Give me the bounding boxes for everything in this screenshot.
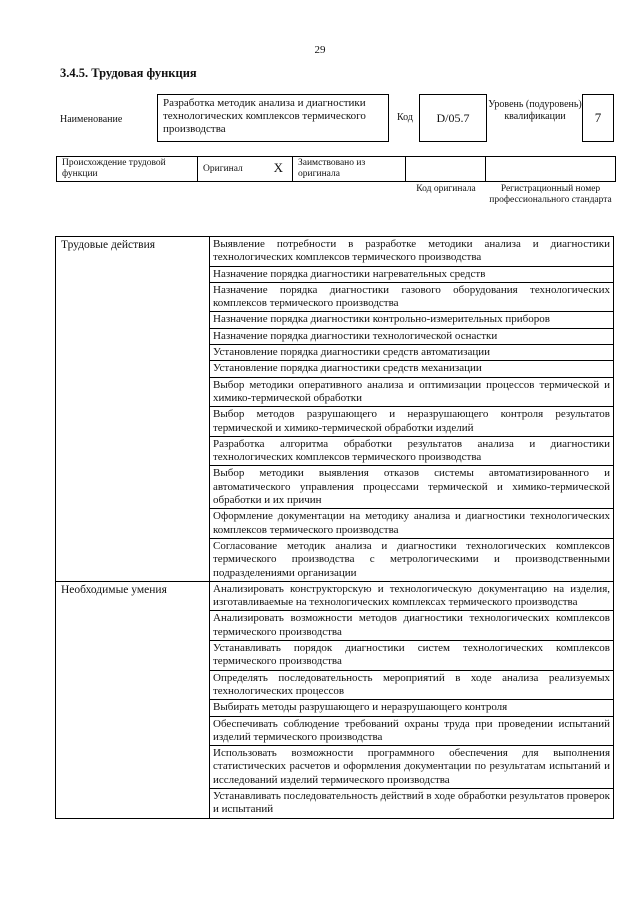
item-cell: Определять последовательность мероприятий в ходе анализа реализуемых технологических процессов [210,670,614,700]
item-cell: Установление порядка диагностики средств механизации [210,361,614,377]
item-cell: Выбор методики оперативного анализа и оптимизации процессов термической и химико-термической обработки [210,377,614,407]
code-original-cell [406,157,486,182]
item-cell: Назначение порядка диагностики нагревательных средств [210,266,614,282]
original-mark: X [273,160,283,175]
reg-number-label: Регистрационный номер профессионального стандарта [489,184,612,205]
requirements-table [55,236,614,819]
item-cell: Выявление потребности в разработке методики анализа и диагностики технологических комплексов термического производства [210,237,614,267]
table-row [56,237,614,267]
item-cell: Назначение порядка диагностики технологической оснастки [210,328,614,344]
item-cell: Выбор методики выявления отказов системы автоматизированного и автоматического управления процессами термической и химико-термической обработки и их причин [210,466,614,509]
item-cell: Устанавливать последовательность действий в ходе обработки результатов проверок и испытаний [210,788,614,818]
name-label: Наименование [60,114,123,125]
item-cell: Оформление документации на методику анализа и диагностики технологических комплексов термического производства [210,509,614,539]
qualification-level-label: Уровень (подуровень) квалификации [488,99,582,122]
borrowed-label: Заимствовано из оригинала [293,157,406,182]
section-heading: 3.4.5. Трудовая функция [60,66,197,80]
code-label: Код [397,112,413,123]
function-name-box: Разработка методик анализа и диагностики технологических комплексов термического производства [157,94,389,142]
item-cell: Обеспечивать соблюдение требований охраны труда при проведении испытаний изделий термического производства [210,716,614,746]
table-row [56,581,614,611]
item-cell: Согласование методик анализа и диагностики технологических комплексов термического производства с метрологическими и производственными подразделениями организации [210,538,614,581]
origin-label: Происхождение трудовой функции [57,157,198,182]
original-cell [198,157,293,182]
code-value-box: D/05.7 [419,94,487,142]
category-cell: Трудовые действия [56,237,210,582]
item-cell: Назначение порядка диагностики газового оборудования технологических комплексов термического производства [210,282,614,312]
original-label: Оригинал [203,163,243,174]
item-cell: Выбор методов разрушающего и неразрушающего контроля результатов термической и химико-термической обработки изделий [210,407,614,437]
qualification-level-box: 7 [582,94,614,142]
item-cell: Разработка алгоритма обработки результатов анализа и диагностики технологических комплексов термического производства [210,436,614,466]
item-cell: Назначение порядка диагностики контрольно-измерительных приборов [210,312,614,328]
item-cell: Использовать возможности программного обеспечения для выполнения статистических расчетов и оформления документации по результатам испытаний и исследований изделий термического производства [210,746,614,789]
item-cell: Устанавливать порядок диагностики систем технологических комплексов термического производства [210,641,614,671]
item-cell: Анализировать конструкторскую и технологическую документацию на изделия, изготавливаемые на технологических комплексах термического производства [210,581,614,611]
page-number: 29 [314,44,326,56]
item-cell: Установление порядка диагностики средств автоматизации [210,345,614,361]
category-cell: Необходимые умения [56,581,210,818]
origin-table [56,156,616,182]
reg-number-cell [486,157,616,182]
code-original-label: Код оригинала [416,184,476,194]
item-cell: Выбирать методы разрушающего и неразрушающего контроля [210,700,614,716]
item-cell: Анализировать возможности методов диагностики технологических комплексов термического производства [210,611,614,641]
